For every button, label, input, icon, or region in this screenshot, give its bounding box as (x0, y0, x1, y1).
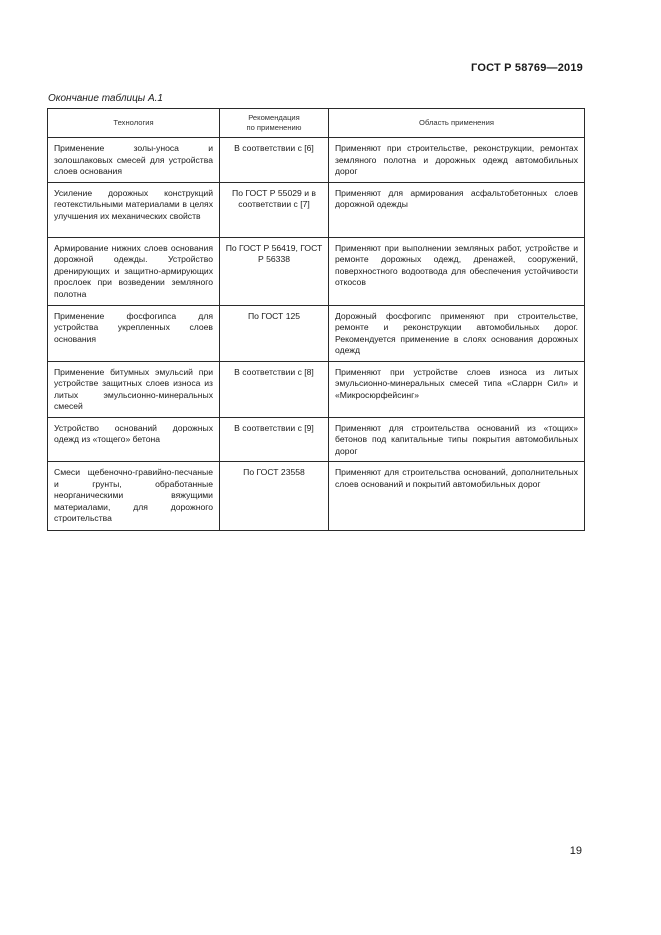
table-row (48, 462, 585, 531)
cell-technology: Применение золы-уноса и золошлаковых смесей для устройства слоев основания (48, 138, 220, 183)
cell-recommendation: В соответствии с [8] (220, 361, 329, 417)
cell-technology: Устройство оснований дорожных одежд из «тощего» бетона (48, 417, 220, 462)
table-row (48, 237, 585, 305)
cell-technology: Применение битумных эмульсий при устройстве защитных слоев износа из литых эмульсионно-минеральных смесей (48, 361, 220, 417)
document-code: ГОСТ Р 58769—2019 (471, 62, 583, 74)
cell-application-area: Применяют для армирования асфальтобетонных слоев дорожной одежды (329, 182, 585, 237)
header-application-area: Область применения (329, 109, 585, 138)
cell-recommendation: По ГОСТ 23558 (220, 462, 329, 531)
cell-technology: Применение фосфогипса для устройства укрепленных слоев основания (48, 305, 220, 361)
cell-recommendation: В соответствии с [9] (220, 417, 329, 462)
cell-recommendation: В соответствии с [6] (220, 138, 329, 183)
cell-application-area: Применяют для строительства оснований, дополнительных слоев оснований и покрытий автомобильных дорог (329, 462, 585, 531)
cell-application-area: Применяют при выполнении земляных работ, устройстве и ремонте дорожных одежд, дренажей, сооружений, поверхностного водоотвода для обеспечения устойчивости откосов (329, 237, 585, 305)
cell-application-area: Применяют при строительстве, реконструкции, ремонтах земляного полотна и дорожных одежд автомобильных дорог (329, 138, 585, 183)
cell-application-area: Применяют для строительства оснований из «тощих» бетонов под капитальные типы покрытия автомобильных дорог (329, 417, 585, 462)
table-header-row (48, 109, 585, 138)
table-row (48, 138, 585, 183)
cell-application-area: Дорожный фосфогипс применяют при строительстве, ремонте и реконструкции автомобильных дорог. Рекомендуется применение в слоях основания дорожных одежд (329, 305, 585, 361)
table-caption: Окончание таблицы А.1 (48, 93, 163, 104)
table-row (48, 417, 585, 462)
cell-recommendation: По ГОСТ Р 56419, ГОСТ Р 56338 (220, 237, 329, 305)
cell-technology: Армирование нижних слоев основания дорожной одежды. Устройство дренирующих и защитно-армирующих прослоек при возведении земляного полотна (48, 237, 220, 305)
header-technology: Технология (48, 109, 220, 138)
cell-application-area: Применяют при устройстве слоев износа из литых эмульсионно-минеральных смесей типа «Сларрн Сил» и «Микросюрфейсинг» (329, 361, 585, 417)
table-row (48, 361, 585, 417)
table-row (48, 182, 585, 237)
page-number: 19 (569, 845, 582, 857)
applications-table (47, 108, 585, 531)
cell-technology: Смеси щебеночно-гравийно-песчаные и грунты, обработанные неорганическими вяжущими материалами, для дорожного строительства (48, 462, 220, 531)
cell-recommendation: По ГОСТ Р 55029 и в соответствии с [7] (220, 182, 329, 237)
header-recommendation: Рекомендация по применению (220, 109, 329, 138)
cell-recommendation: По ГОСТ 125 (220, 305, 329, 361)
cell-technology: Усиление дорожных конструкций геотекстильными материалами в целях улучшения их механических свойств (48, 182, 220, 237)
table-row (48, 305, 585, 361)
